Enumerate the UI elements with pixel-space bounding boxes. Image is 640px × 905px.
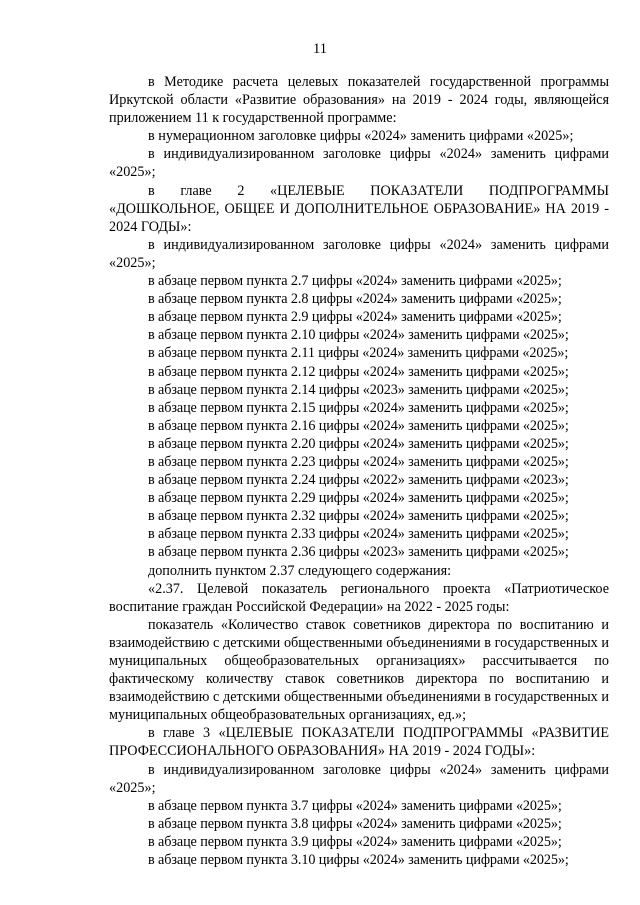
paragraph-chapter-2: в главе 2 «ЦЕЛЕВЫЕ ПОКАЗАТЕЛИ ПОДПРОГРАММЫ «ДОШКОЛЬНОЕ, ОБЩЕЕ И ДОПОЛНИТЕЛЬНОЕ ОБРАЗОВАНИЕ» НА 2019 - 2024 ГОДЫ»: [109, 182, 609, 235]
paragraph-item-3-7: в абзаце первом пункта 3.7 цифры «2024» заменить цифрами «2025»; [148, 797, 562, 814]
paragraph-item-2-23: в абзаце первом пункта 2.23 цифры «2024» заменить цифрами «2025»; [148, 453, 569, 470]
paragraph-item-2-29: в абзаце первом пункта 2.29 цифры «2024» заменить цифрами «2025»; [148, 490, 569, 507]
paragraph-item-2-33: в абзаце первом пункта 2.33 цифры «2024» заменить цифрами «2025»; [148, 526, 569, 543]
paragraph-item-3-8: в абзаце первом пункта 3.8 цифры «2024» заменить цифрами «2025»; [148, 815, 562, 832]
paragraph-item-2-14: в абзаце первом пункта 2.14 цифры «2023» заменить цифрами «2025»; [148, 381, 569, 398]
paragraph-item-3-10: в абзаце первом пункта 3.10 цифры «2024» заменить цифрами «2025»; [148, 852, 569, 869]
paragraph-item-2-9: в абзаце первом пункта 2.9 цифры «2024» заменить цифрами «2025»; [148, 309, 562, 326]
paragraph-item-2-11: в абзаце первом пункта 2.11 цифры «2024» заменить цифрами «2025»; [148, 345, 569, 362]
paragraph-intro: в Методике расчета целевых показателей государственной программы Иркутской области «Развитие образования» на 2019 - 2024 годы, являющейся приложением 11 к государственной программе: [109, 74, 609, 127]
paragraph-numbered-heading: в нумерационном заголовке цифры «2024» заменить цифрами «2025»; [148, 128, 574, 145]
paragraph-item-2-37-title: «2.37. Целевой показатель регионального проекта «Патриотическое воспитание граждан Российской Федерации» на 2022 - 2025 годы: [109, 580, 609, 615]
document-body [109, 73, 609, 869]
paragraph-chapter-3: в главе 3 «ЦЕЛЕВЫЕ ПОКАЗАТЕЛИ ПОДПРОГРАММЫ «РАЗВИТИЕ ПРОФЕССИОНАЛЬНОГО ОБРАЗОВАНИЯ» НА 2019 - 2024 ГОДЫ»: [109, 725, 609, 760]
paragraph-item-2-15: в абзаце первом пункта 2.15 цифры «2024» заменить цифрами «2025»; [148, 399, 569, 416]
paragraph-item-2-32: в абзаце первом пункта 2.32 цифры «2024» заменить цифрами «2025»; [148, 508, 569, 525]
paragraph-chapter-2-heading: в индивидуализированном заголовке цифры «2024» заменить цифрами «2025»; [109, 236, 609, 271]
paragraph-item-2-20: в абзаце первом пункта 2.20 цифры «2024» заменить цифрами «2025»; [148, 435, 569, 452]
paragraph-item-2-10: в абзаце первом пункта 2.10 цифры «2024» заменить цифрами «2025»; [148, 327, 569, 344]
paragraph-item-2-24: в абзаце первом пункта 2.24 цифры «2022» заменить цифрами «2023»; [148, 472, 569, 489]
paragraph-item-2-7: в абзаце первом пункта 2.7 цифры «2024» заменить цифрами «2025»; [148, 273, 562, 290]
paragraph-item-2-12: в абзаце первом пункта 2.12 цифры «2024» заменить цифрами «2025»; [148, 363, 569, 380]
paragraph-item-2-36: в абзаце первом пункта 2.36 цифры «2023» заменить цифрами «2025»; [148, 544, 569, 561]
paragraph-chapter-3-heading: в индивидуализированном заголовке цифры «2024» заменить цифрами «2025»; [109, 761, 609, 796]
page-number: 11 [313, 41, 327, 57]
paragraph-item-2-37-indicator: показатель «Количество ставок советников директора по воспитанию и взаимодействию с детскими общественными объединениями в государственных и муниципальных общеобразовательных организациях» рассчитывается по фактическому количеству ставок советников директора по воспитанию и взаимодействию с детскими общественными объединениями в государственных и муниципальных общеобразовательных организациях, ед.»; [109, 616, 609, 724]
paragraph-individual-heading: в индивидуализированном заголовке цифры «2024» заменить цифрами «2025»; [109, 146, 609, 181]
paragraph-item-3-9: в абзаце первом пункта 3.9 цифры «2024» заменить цифрами «2025»; [148, 833, 562, 850]
paragraph-item-2-8: в абзаце первом пункта 2.8 цифры «2024» заменить цифрами «2025»; [148, 291, 562, 308]
paragraph-add-item-2-37: дополнить пунктом 2.37 следующего содержания: [148, 562, 452, 579]
paragraph-item-2-16: в абзаце первом пункта 2.16 цифры «2024» заменить цифрами «2025»; [148, 417, 569, 434]
